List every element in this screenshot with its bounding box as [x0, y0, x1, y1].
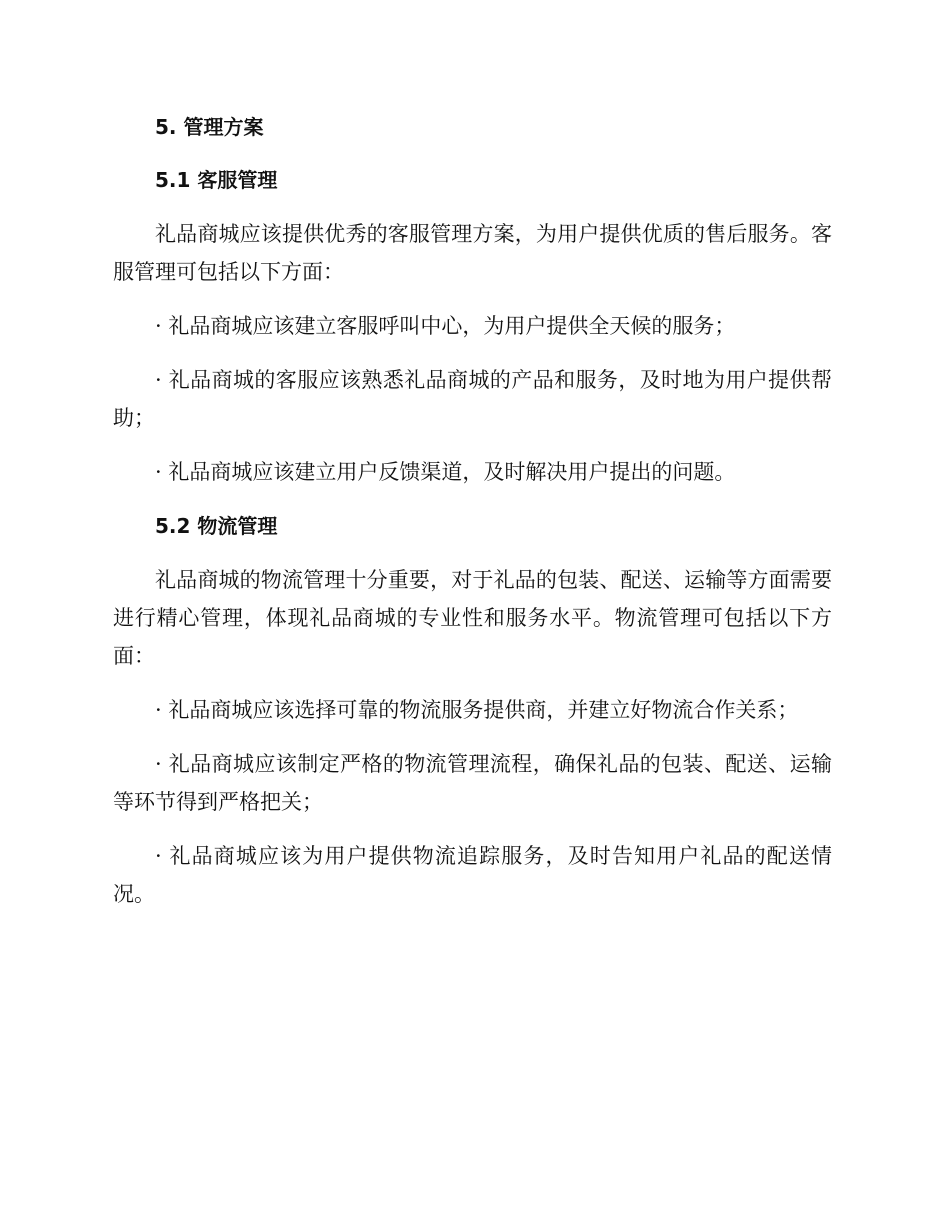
bullet-item: · 礼品商城应该为用户提供物流追踪服务，及时告知用户礼品的配送情况。 — [113, 844, 832, 906]
bullet-item: · 礼品商城应该建立客服呼叫中心，为用户提供全天候的服务； — [155, 314, 736, 338]
subsection-title-customer-service: 5.1 客服管理 — [155, 168, 278, 192]
bullet-item: · 礼品商城应该选择可靠的物流服务提供商，并建立好物流合作关系； — [155, 698, 799, 722]
paragraph-customer-service-intro: 礼品商城应该提供优秀的客服管理方案，为用户提供优质的售后服务。客服管理可包括以下方面： — [113, 222, 832, 284]
subsection-title-logistics: 5.2 物流管理 — [155, 514, 278, 538]
bullet-item: · 礼品商城应该建立用户反馈渠道，及时解决用户提出的问题。 — [155, 460, 736, 484]
paragraph-logistics-intro: 礼品商城的物流管理十分重要，对于礼品的包装、配送、运输等方面需要进行精心管理，体现礼品商城的专业性和服务水平。物流管理可包括以下方面： — [113, 568, 832, 668]
bullet-item: · 礼品商城应该制定严格的物流管理流程，确保礼品的包装、配送、运输等环节得到严格把关； — [113, 752, 832, 814]
bullet-item: · 礼品商城的客服应该熟悉礼品商城的产品和服务，及时地为用户提供帮助； — [113, 368, 832, 430]
section-title: 5. 管理方案 — [155, 115, 264, 139]
